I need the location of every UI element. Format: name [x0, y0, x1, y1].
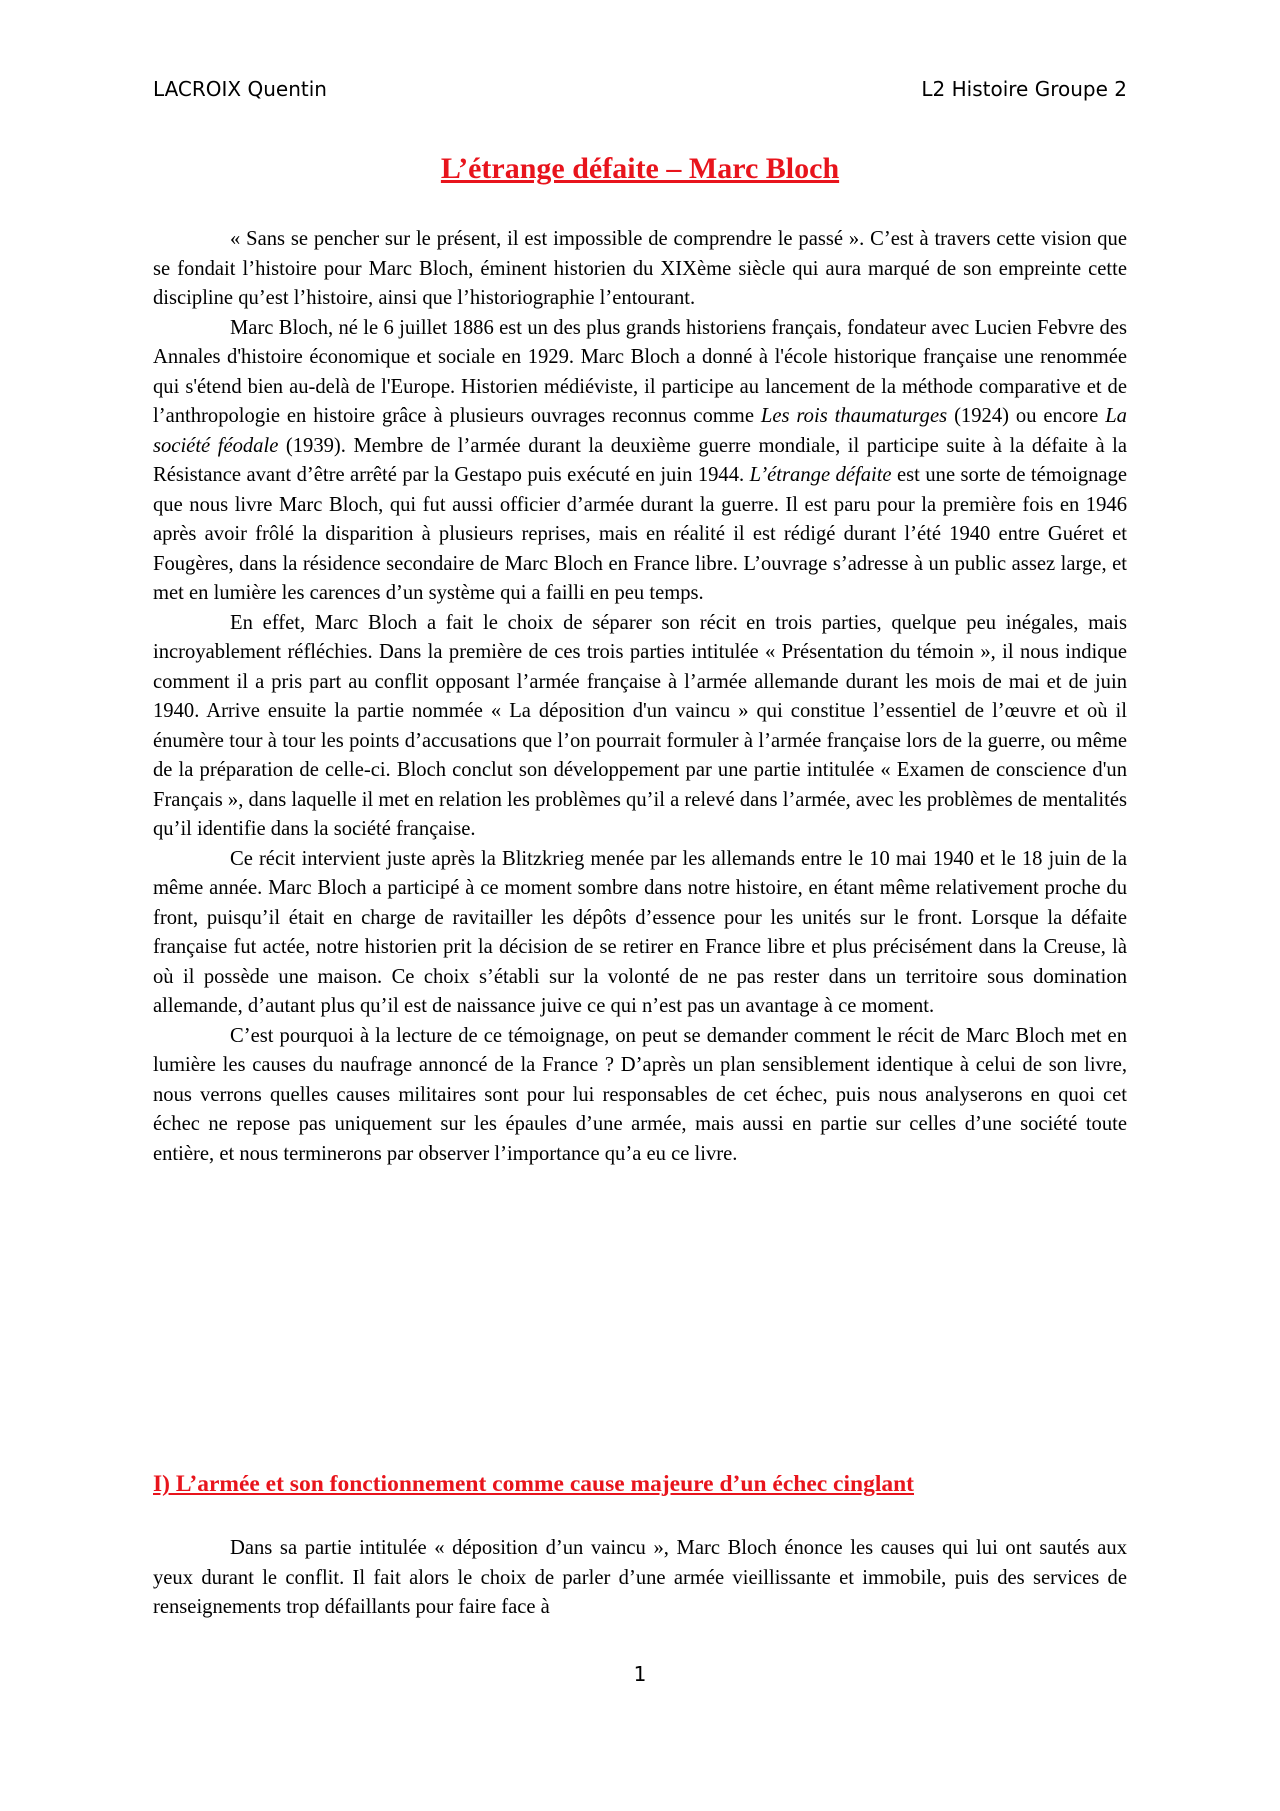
header-author: LACROIX Quentin	[153, 77, 327, 101]
page-header	[153, 77, 1127, 107]
paragraph-text: est une sorte de témoignage que nous livre Marc Bloch, qui fut aussi officier d’armée durant la guerre. Il est paru pour la première fois en 1946 après avoir frôlé la disparition à plusieurs reprises, mais en réalité il est rédigé durant l’été 1940 entre Guéret et Fougères, dans la résidence secondaire de Marc Bloch en France libre. L’ouvrage s’adresse à un public assez large, et met en lumière les carences d’un système qui a failli en peu temps.	[153, 464, 1127, 604]
section-body	[153, 1534, 1127, 1623]
introduction-body	[153, 225, 1127, 1169]
paragraph-text: (1924) ou encore	[947, 405, 1106, 427]
page-number: 1	[633, 1662, 647, 1686]
paragraph-context: Ce récit intervient juste après la Blitzkrieg menée par les allemands entre le 10 mai 1940 et le 18 juin de la même année. Marc Bloch a participé à ce moment sombre dans notre histoire, en étant même relativement proche du front, puisqu’il était en charge de ravitailler les dépôts d’essence pour les unités sur le front. Lorsque la défaite française fut actée, notre historien prit la décision de se retirer en France libre et plus précisément dans la Creuse, là où il possède une maison. Ce choix s’établi sur la volonté de ne pas rester dans un territoire sous domination allemande, d’autant plus qu’il est de naissance juive ce qui n’est pas un avantage à ce moment.	[153, 847, 1127, 1017]
paragraph-structure: En effet, Marc Bloch a fait le choix de séparer son récit en trois parties, quelque peu inégales, mais incroyablement réfléchies. Dans la première de ces trois parties intitulée « Présentation du témoin », il nous indique comment il a pris part au conflit opposant l’armée française à l’armée allemande durant les mois de mai et de juin 1940. Arrive ensuite la partie nommée « La déposition d'un vaincu » qui constitue l’essentiel de l’œuvre et où il énumère tour à tour les points d’accusations que l’on pourrait formuler à l’armée française lors de la guerre, ou même de la préparation de celle-ci. Bloch conclut son développement par une partie intitulée « Examen de conscience d'un Français », dans laquelle il met en relation les problèmes qu’il a relevé dans l’armée, avec les problèmes de mentalités qu’il identifie dans la société française.	[153, 611, 1127, 840]
book-title-italic: La société féodale	[153, 405, 1127, 457]
book-title-italic: Les rois thaumaturges	[760, 405, 948, 427]
paragraph-text: (1939). Membre de l’armée durant la deuxième guerre mondiale, il participe suite à la défaite à la Résistance avant d’être arrêté par la Gestapo puis exécuté en juin 1944.	[153, 434, 1127, 486]
section-paragraph: Dans sa partie intitulée « déposition d’un vaincu », Marc Bloch énonce les causes qui lui ont sautés aux yeux durant le conflit. Il fait alors le choix de parler d’une armée vieillissante et immobile, puis des services de renseignements trop défaillants pour faire face à	[153, 1537, 1127, 1618]
section-heading: I) L’armée et son fonctionnement comme cause majeure d’un échec cinglant	[153, 1471, 915, 1497]
paragraph-intro-quote: « Sans se pencher sur le présent, il est impossible de comprendre le passé ». C’est à travers cette vision que se fondait l’histoire pour Marc Bloch, éminent historien du XIXème siècle qui aura marqué de son empreinte cette discipline qu’est l’histoire, ainsi que l’historiographie l’entourant.	[153, 228, 1127, 309]
header-course: L2 Histoire Groupe 2	[921, 77, 1127, 101]
paragraph-text: Marc Bloch, né le 6 juillet 1886 est un des plus grands historiens français, fondateur avec Lucien Febvre des Annales d'histoire économique et sociale en 1929. Marc Bloch a donné à l'école historique française une renommée qui s'étend bien au-delà de l'Europe. Historien médiéviste, il participe au lancement de la méthode comparative et de l’anthropologie en histoire grâce à plusieurs ouvrages reconnus comme	[153, 316, 1127, 427]
paragraph-biography	[153, 314, 1127, 609]
document-title: L’étrange défaite – Marc Bloch	[440, 152, 840, 185]
book-title-italic: L’étrange défaite	[749, 464, 892, 486]
paragraph-problematic: C’est pourquoi à la lecture de ce témoignage, on peut se demander comment le récit de Marc Bloch met en lumière les causes du naufrage annoncé de la France ? D’après un plan sensiblement identique à celui de son livre, nous verrons quelles causes militaires sont pour lui responsables de cet échec, puis nous analyserons en quoi cet échec ne repose pas uniquement sur les épaules d’une armée, mais aussi en partie sur celles d’une société toute entière, et nous terminerons par observer l’importance qu’a eu ce livre.	[153, 1024, 1127, 1165]
